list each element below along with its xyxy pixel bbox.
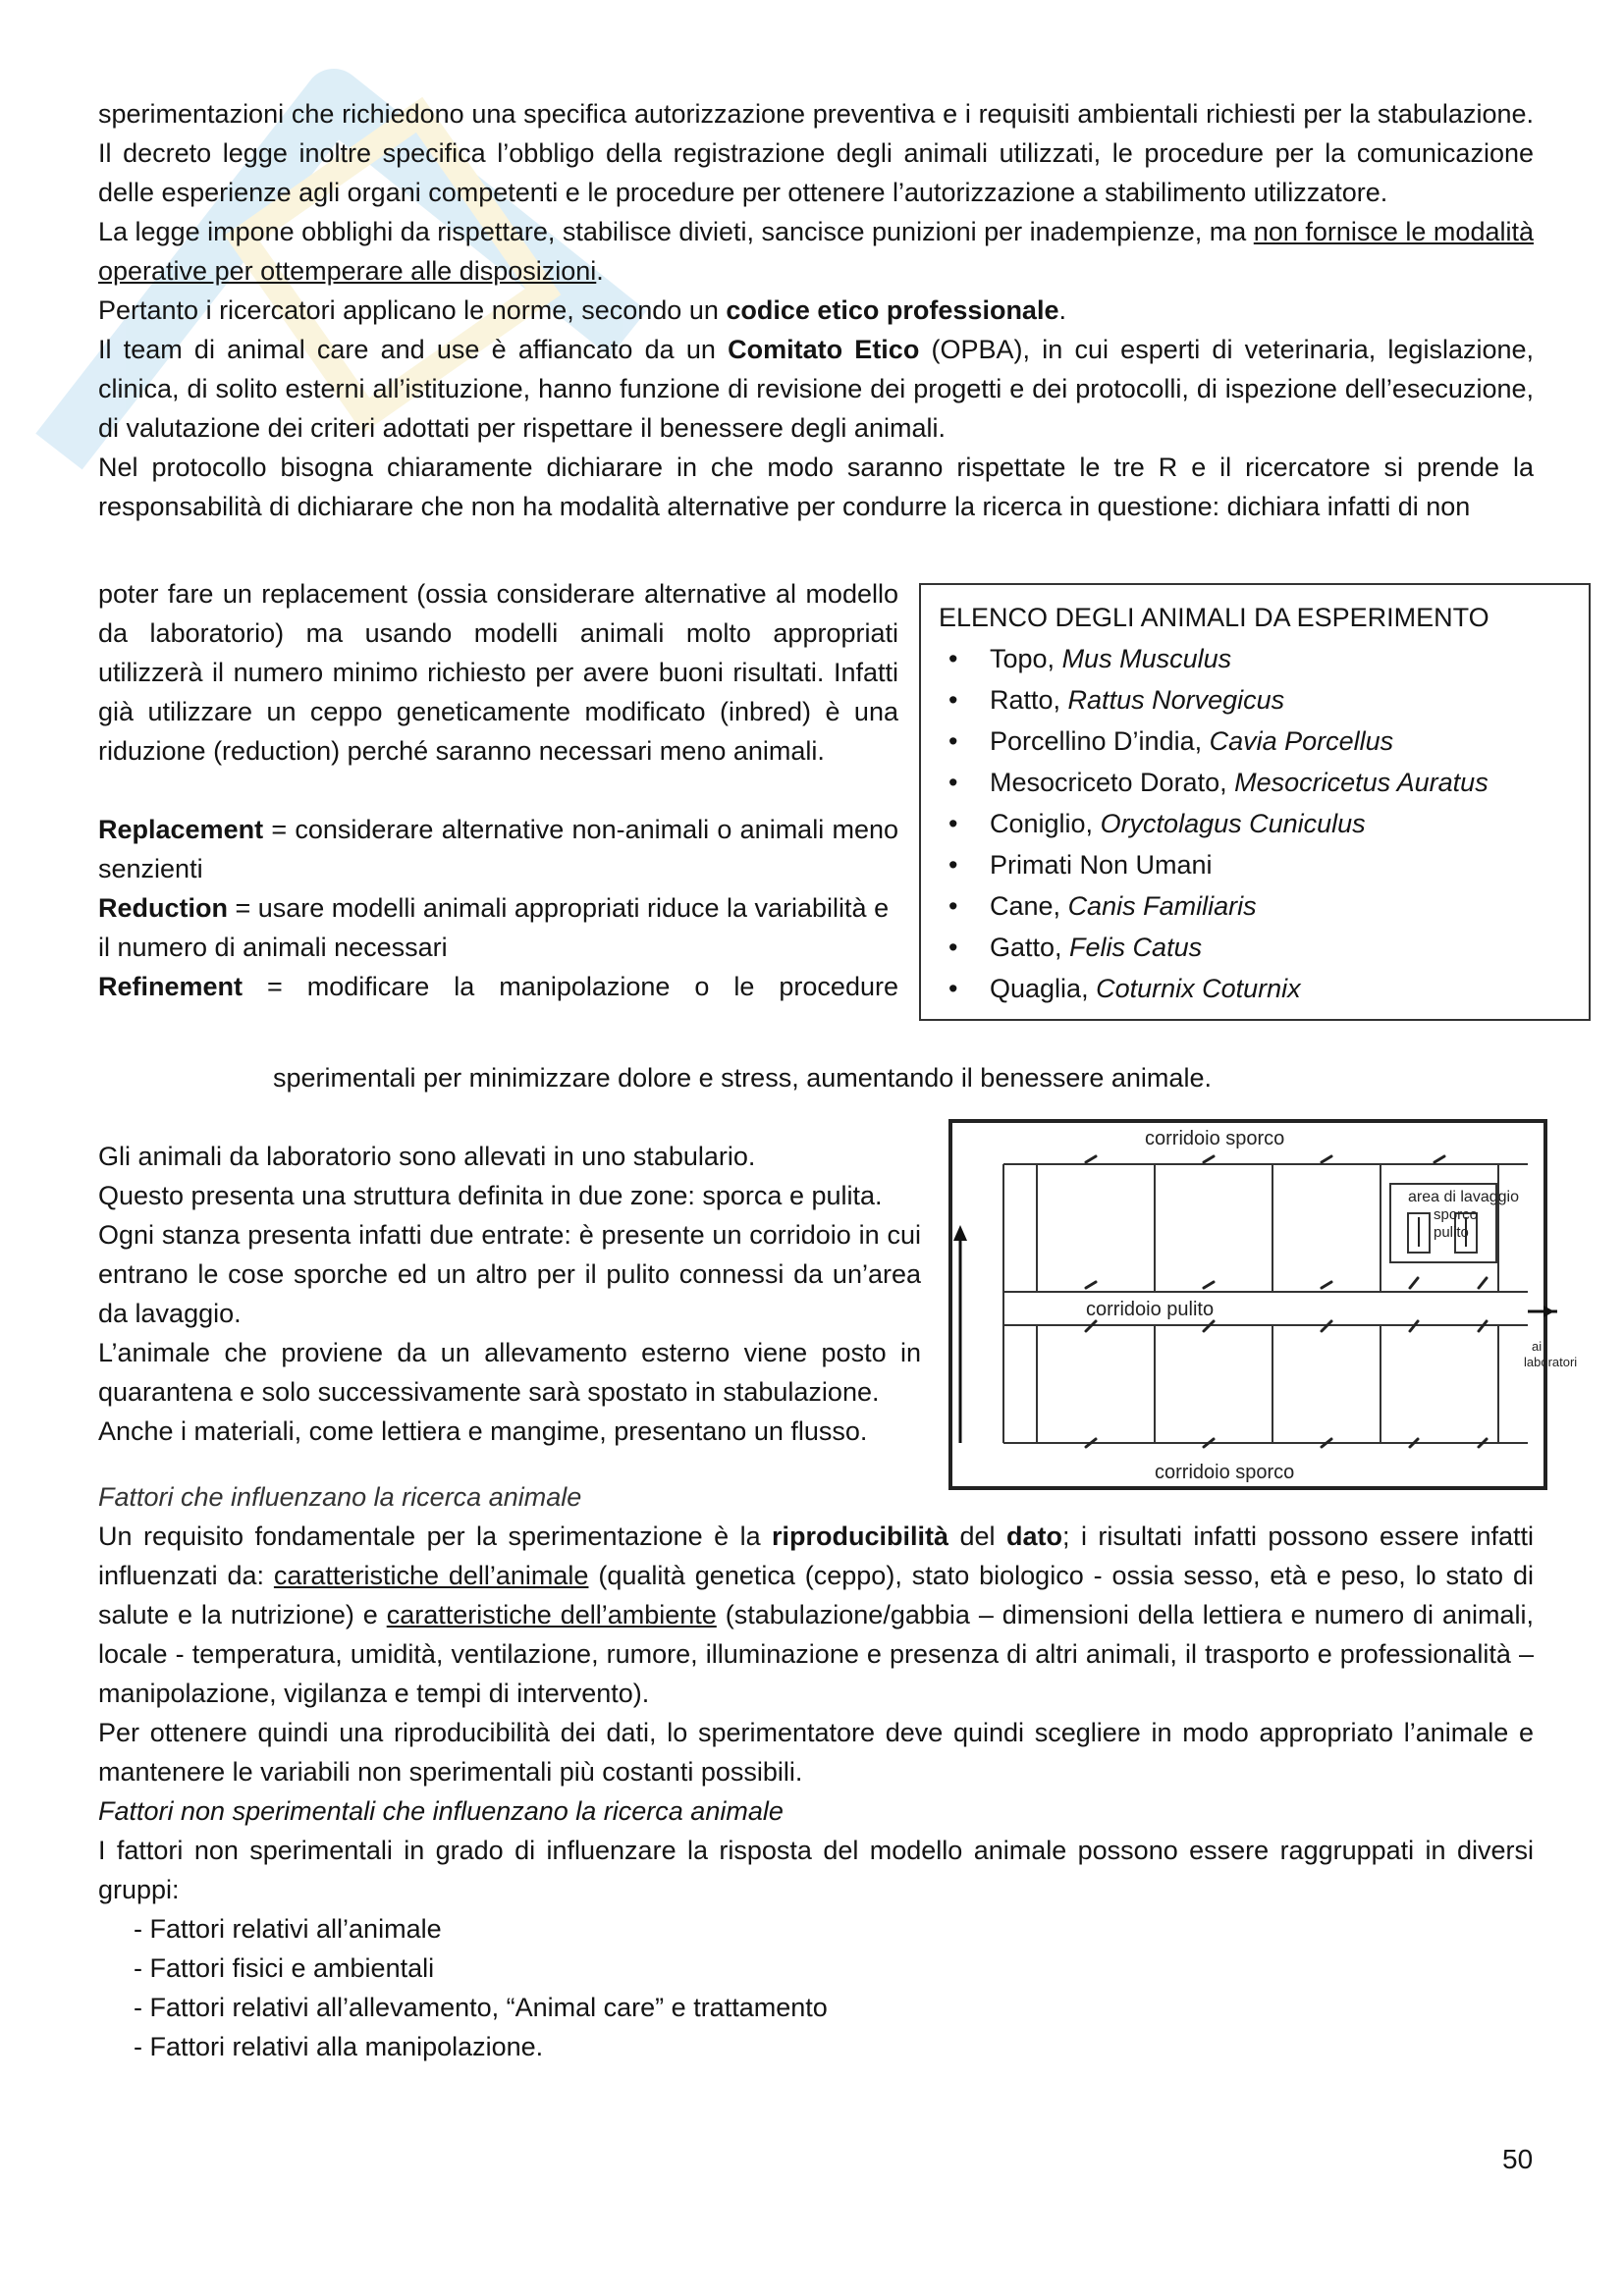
list-item: • Quaglia, Coturnix Coturnix	[939, 968, 1571, 1009]
list-item: • Cane, Canis Familiaris	[939, 885, 1571, 927]
svg-text:pulito: pulito	[1434, 1224, 1469, 1241]
svg-text:sporco: sporco	[1434, 1206, 1479, 1223]
fattori-heading-2: Fattori non sperimentali che influenzano la ricerca animale	[98, 1796, 784, 1826]
list-item: • Topo, Mus Musculus	[939, 638, 1571, 679]
list-item: • Coniglio, Oryctolagus Cuniculus	[939, 803, 1571, 844]
fattori-paragraph-3: I fattori non sperimentali in grado di influenzare la risposta del modello animale possono essere raggruppati in diversi gruppi:	[98, 1836, 1534, 1904]
spacer	[98, 771, 898, 810]
intro-section	[98, 94, 1534, 526]
bold-term: Comitato Etico	[728, 335, 920, 364]
list-item: • Porcellino D’india, Cavia Porcellus	[939, 721, 1571, 762]
list-item: • Primati Non Umani	[939, 844, 1571, 885]
fattori-section	[98, 1477, 1534, 2066]
refinement-continuation: sperimentali per minimizzare dolore e stress, aumentando il benessere animale.	[273, 1063, 1212, 1093]
fattori-paragraph-1: Un requisito fondamentale per la sperimentazione è la riproducibilità del dato; i risultati infatti possono essere infatti influenzati da: caratteristiche dell’animale (qualità genetica (ceppo), stato biologico - ossia sesso, età e peso, lo stato di salute e la nutrizione) e caratteristiche dell’ambiente (stabulazione/gabbia – dimensioni della lettiera e numero di animali, locale - temperatura, umidità, ventilazione, rumore, illuminazione e presenza di altri animali, il trasporto e professionalità – manipolazione, vigilanza e tempi di intervento).	[98, 1522, 1534, 1708]
diagram-label-clean: corridoio pulito	[1086, 1299, 1215, 1320]
stabulario-line-2: Questo presenta una struttura definita in due zone: sporca e pulita.	[98, 1181, 883, 1210]
fattori-paragraph-2: Per ottenere quindi una riproducibilità dei dati, lo sperimentatore deve quindi scegliere in modo appropriato l’animale e mantenere le variabili non sperimentali più costanti possibili.	[98, 1718, 1534, 1787]
fattori-list	[98, 1909, 1534, 2066]
intro-paragraph-1: sperimentazioni che richiedono una specifica autorizzazione preventiva e i requisiti ambientali richiesti per la stabulazione. Il decreto legge inoltre specifica l’obbligo della registrazione degli animali utilizzati, le procedure per la comunicazione delle esperienze agli organi competenti e le procedure per ottenere l’autorizzazione a stabilimento utilizzatore.	[98, 99, 1534, 207]
svg-text:ai: ai	[1532, 1339, 1543, 1354]
underlined-text: non fornisce le modalità operative per ottemperare alle disposizioni	[98, 217, 1534, 286]
stabulario-line-4: L’animale che proviene da un allevamento esterno viene posto in quarantena e solo successivamente sarà spostato in stabulazione.	[98, 1338, 921, 1407]
diagram-label-top: corridoio sporco	[1145, 1128, 1285, 1149]
stabulario-line-3: Ogni stanza presenta infatti due entrate: è presente un corridoio in cui entrano le cose sporche ed un altro per il pulito connessi da un’area da lavaggio.	[98, 1220, 921, 1328]
diagram-label-bottom: corridoio sporco	[1155, 1462, 1295, 1483]
stabulario-section	[98, 1137, 921, 1451]
bold-term: codice etico professionale	[726, 295, 1059, 325]
animal-list-title: ELENCO DEGLI ANIMALI DA ESPERIMENTO	[939, 603, 1489, 632]
three-r-section	[98, 574, 898, 1006]
list-item: - Fattori relativi all’animale	[134, 1914, 442, 1944]
stabulario-line-5: Anche i materiali, come lettiera e mangime, presentano un flusso.	[98, 1416, 868, 1446]
animal-list-box	[919, 583, 1591, 1021]
intro-paragraph-2: La legge impone obblighi da rispettare, stabilisce divieti, sancisce punizioni per inadempienze, ma non fornisce le modalità operative per ottemperare alle disposizioni.	[98, 217, 1534, 286]
list-item: - Fattori relativi alla manipolazione.	[134, 2032, 544, 2061]
page-number: 50	[1502, 2144, 1534, 2174]
intro-paragraph-4: Il team di animal care and use è affiancato da un Comitato Etico (OPBA), in cui esperti di veterinaria, legislazione, clinica, di solito esterni all’istituzione, hanno funzione di revisione dei progetti e dei protocolli, di ispezione dell’esecuzione, di valutazione dei criteri adottati per rispettare il benessere degli animali.	[98, 335, 1535, 443]
list-item: - Fattori relativi all’allevamento, “Animal care” e trattamento	[134, 1993, 828, 2022]
replacement-definition: Replacement = considerare alternative non-animali o animali meno senzienti	[98, 815, 898, 883]
refinement-definition: Refinement = modificare la manipolazione o le procedure	[98, 972, 898, 1001]
list-item: • Ratto, Rattus Norvegicus	[939, 679, 1571, 721]
intro-paragraph-3: Pertanto i ricercatori applicano le norme, secondo un codice etico professionale.	[98, 295, 1066, 325]
fattori-heading: Fattori che influenzano la ricerca animale	[98, 1482, 582, 1512]
diagram-label-wash: area di lavaggio	[1408, 1189, 1519, 1205]
svg-text:laboratori: laboratori	[1524, 1355, 1578, 1369]
stabulario-diagram	[948, 1119, 1578, 1490]
reduction-definition: Reduction = usare modelli animali appropriati riduce la variabilità e il numero di animali necessari	[98, 893, 890, 962]
stabulario-line-1: Gli animali da laboratorio sono allevati in uno stabulario.	[98, 1142, 756, 1171]
intro-paragraph-5: Nel protocollo bisogna chiaramente dichiarare in che modo saranno rispettate le tre R e il ricercatore si prende la responsabilità di dichiarare che non ha modalità alternative per condurre la ricerca in questione: dichiara infatti di non	[98, 453, 1534, 521]
list-item: • Mesocriceto Dorato, Mesocricetus Auratus	[939, 762, 1571, 803]
list-item: - Fattori fisici e ambientali	[134, 1953, 435, 1983]
animal-list	[939, 638, 1571, 1009]
list-item: • Gatto, Felis Catus	[939, 927, 1571, 968]
replacement-paragraph: poter fare un replacement (ossia considerare alternative al modello da laboratorio) ma usando modelli animali molto appropriati utilizzerà il numero minimo richiesto per avere buoni risultati. Infatti già utilizzare un ceppo geneticamente modificato (inbred) è una riduzione (reduction) perché saranno necessari meno animali.	[98, 579, 898, 766]
